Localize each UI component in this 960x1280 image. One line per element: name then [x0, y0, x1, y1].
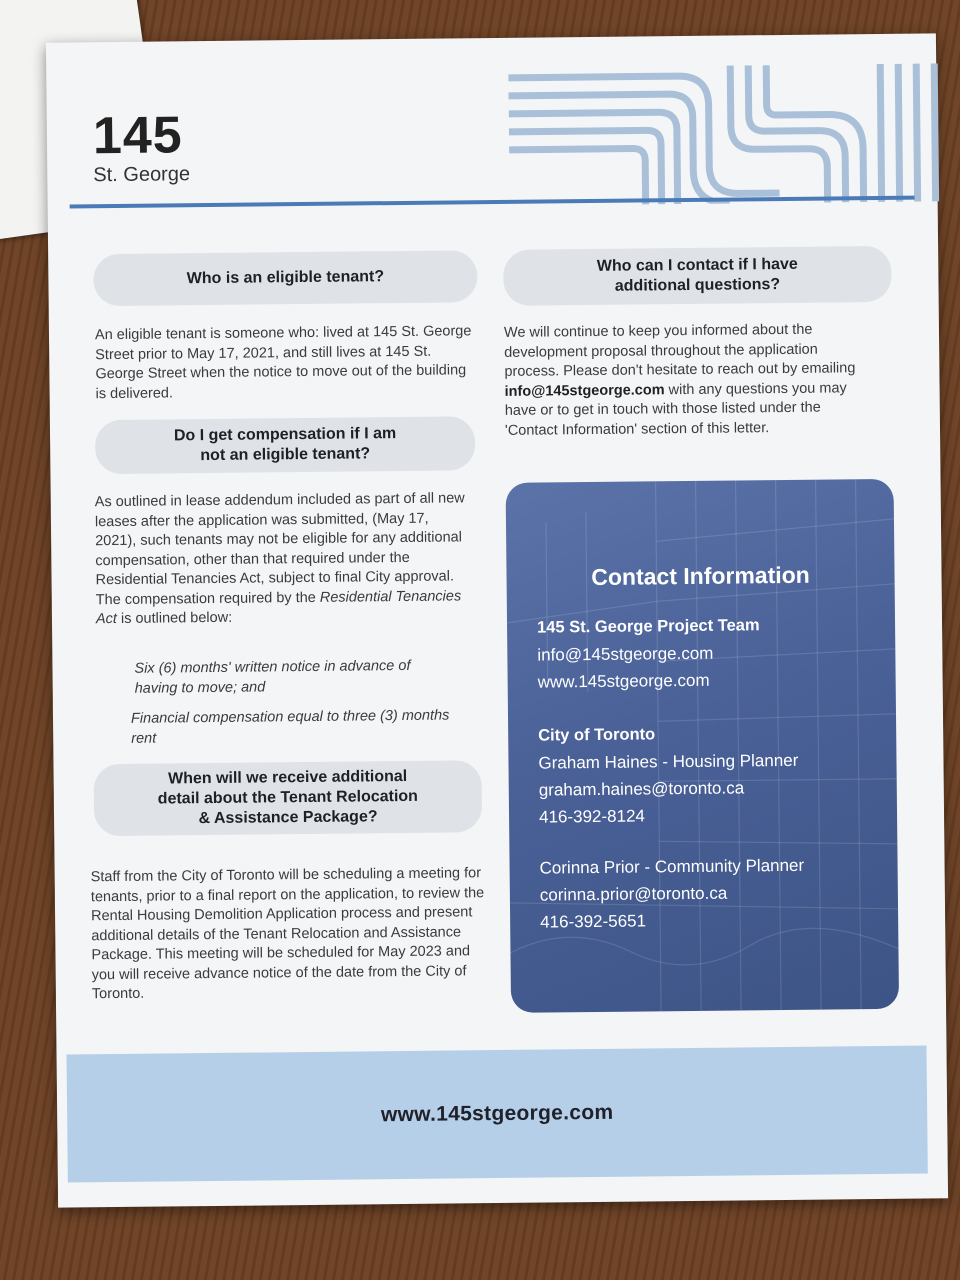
- compensation-item-notice: Six (6) months' written notice in advance of having to move; and: [134, 657, 411, 697]
- contact-title: Contact Information: [591, 561, 810, 591]
- person2-name: Corinna Prior - Community Planner: [539, 855, 805, 878]
- compensation-paragraph: [95, 489, 468, 629]
- compensation-item-financial: Financial compensation equal to three (3) months rent: [130, 707, 450, 747]
- contact-email-link[interactable]: info@145stgeorge.com: [504, 381, 665, 400]
- logo-subtitle: St. George: [93, 163, 191, 187]
- question-contact: [503, 246, 892, 306]
- flyer-page: [46, 33, 948, 1207]
- compensation-italic-act: Residential Tenancies Act: [95, 587, 462, 628]
- additional-detail-paragraph: Staff from the City of Toronto will be scheduling a meeting for tenants, prior to a final report on the application, to review the Rental Housing Demolition Application process and present additional details of the Tenant Relocation and Assistance Package. This meeting will be scheduled for May 2023 and you will receive advance notice of the date from the City of Toronto.: [90, 865, 485, 1003]
- contact-paragraph: [504, 320, 875, 441]
- project-team-heading: 145 St. George Project Team: [536, 616, 760, 637]
- contact-information-card: [506, 479, 900, 1013]
- question-additional-detail-line2: detail about the Tenant Relocation: [157, 787, 419, 808]
- contact-text-a: We will continue to keep you informed about the development proposal throughout the application process. Please don't hesitate to reach out by emailing: [503, 321, 856, 380]
- person1-email[interactable]: graham.haines@toronto.ca: [538, 778, 745, 800]
- compensation-text-b: is outlined below:: [120, 609, 233, 627]
- question-eligible-tenant: [93, 250, 478, 306]
- footer-band: [67, 1046, 928, 1183]
- question-contact-line2: additional questions?: [614, 276, 781, 295]
- question-compensation-line1: Do I get compensation if I am: [173, 425, 397, 445]
- project-team-email[interactable]: info@145stgeorge.com: [537, 643, 714, 665]
- city-heading: City of Toronto: [538, 725, 656, 745]
- eligible-tenant-paragraph: An eligible tenant is someone who: lived at 145 St. George Street prior to May 17, 2021, and still lives at 145 St. George Street when the notice to move out of the building is delivered.: [94, 323, 472, 402]
- question-eligible-tenant-text: Who is an eligible tenant?: [186, 268, 385, 288]
- question-contact-line1: Who can I contact if I have: [596, 255, 798, 275]
- contact-project-team: [537, 611, 876, 696]
- person2-phone[interactable]: 416-392-5651: [540, 911, 647, 932]
- question-compensation-line2: not an eligible tenant?: [200, 445, 371, 465]
- person1-phone[interactable]: 416-392-8124: [538, 806, 646, 827]
- project-team-website[interactable]: www.145stgeorge.com: [537, 670, 710, 692]
- contact-text-b: with any questions you may have or to get in touch with those listed under the 'Contact Information' section of this letter.: [504, 379, 847, 439]
- question-additional-detail-line1: When will we receive additional: [167, 767, 408, 788]
- person2-email[interactable]: corinna.prior@toronto.ca: [539, 883, 728, 905]
- contact-city: [538, 719, 877, 831]
- question-compensation: [95, 416, 476, 474]
- compensation-text-a: As outlined in lease addendum included as part of all new leases after the application was submitted, (May 17, 2021), such tenants may not be eligible for any additional compensation, other than that required under the Residential Tenancies Act, subject to final City approval. The compensation required by the: [94, 490, 465, 608]
- logo-number: 145: [92, 106, 183, 166]
- logo: [92, 106, 191, 187]
- footer-url[interactable]: www.145stgeorge.com: [380, 1100, 614, 1127]
- question-additional-detail-line3: & Assistance Package?: [198, 808, 378, 828]
- person1-name: Graham Haines - Housing Planner: [538, 750, 799, 773]
- question-additional-detail: [93, 760, 482, 836]
- contact-community-planner: [539, 851, 878, 936]
- decorative-lines-graphic: [508, 63, 939, 205]
